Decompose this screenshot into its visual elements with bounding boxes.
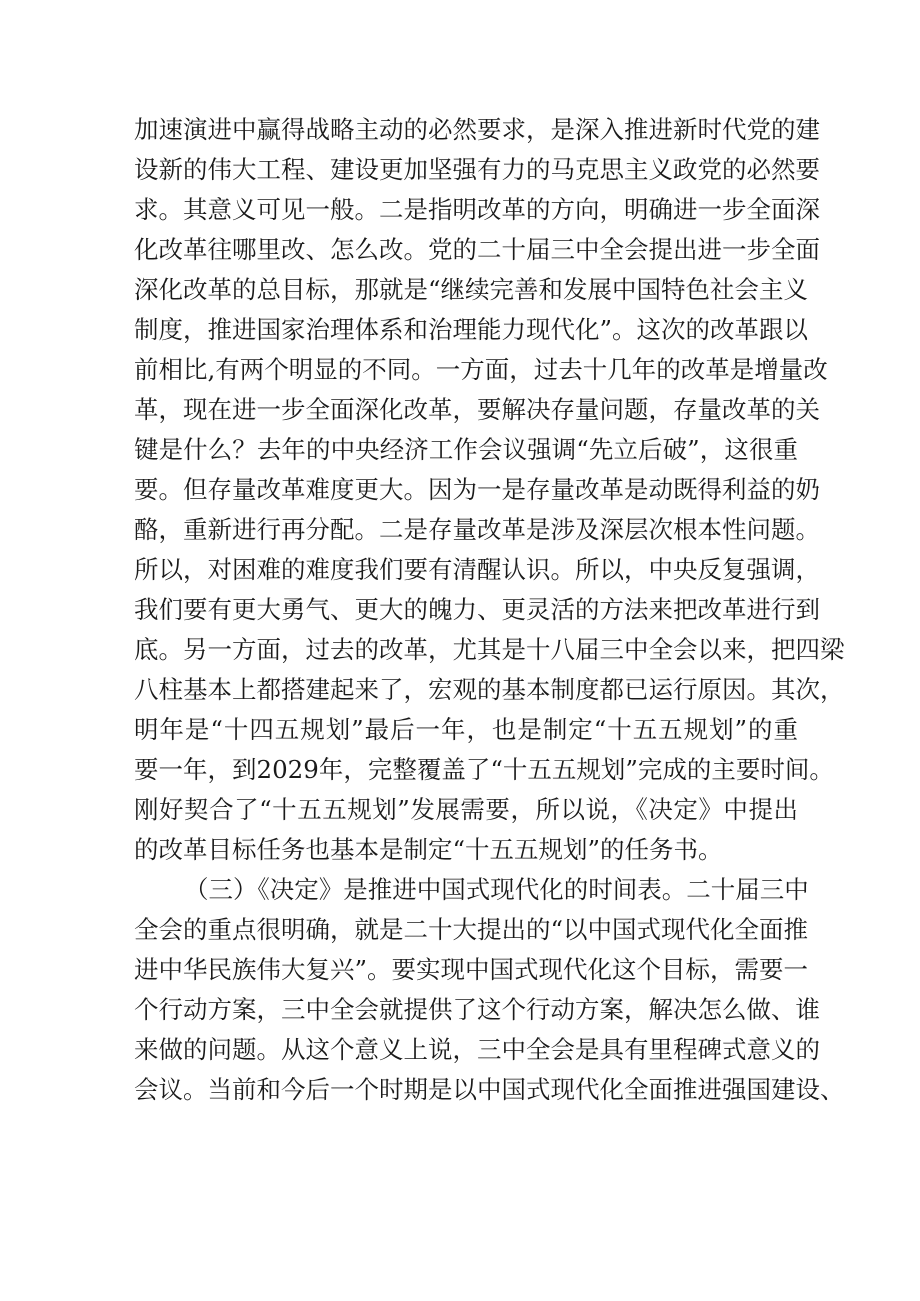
text-line: 明年是“十四五规划”最后一年，也是制定“十五五规划”的重 <box>134 715 798 744</box>
text-line: 所以，对困难的难度我们要有清醒认识。所以，中央反复强调， <box>134 555 820 584</box>
text-line: 来做的问题。从这个意义上说，三中全会是具有里程碑式意义的 <box>134 1035 820 1064</box>
text-line: 底。另一方面，过去的改革，尤其是十八届三中全会以来，把四梁 <box>134 635 845 664</box>
text-line: 会议。当前和今后一个时期是以中国式现代化全面推进强国建设、 <box>134 1075 845 1104</box>
text-line: 个行动方案，三中全会就提供了这个行动方案，解决怎么做、谁 <box>134 995 820 1024</box>
text-line: 深化改革的总目标，那就是“继续完善和发展中国特色社会主义 <box>134 275 809 304</box>
text-line: 要。但存量改革难度更大。因为一是存量改革是动既得利益的奶 <box>134 475 820 504</box>
document-body <box>134 110 845 1110</box>
text-line: 要一年，到2029年，完整覆盖了“十五五规划”完成的主要时间。 <box>134 755 834 784</box>
text-line: 的改革目标任务也基本是制定“十五五规划”的任务书。 <box>134 835 723 864</box>
text-line: 全会的重点很明确，就是二十大提出的“以中国式现代化全面推 <box>134 915 809 944</box>
text-line: 刚好契合了“十五五规划”发展需要，所以说，《决定》中提出 <box>134 795 798 824</box>
text-line: 加速演进中赢得战略主动的必然要求，是深入推进新时代党的建 <box>134 115 820 144</box>
text-line: 制度，推进国家治理体系和治理能力现代化”。这次的改革跟以 <box>134 315 809 344</box>
text-line: 求。其意义可见一般。二是指明改革的方向，明确进一步全面深 <box>134 195 820 224</box>
text-line: 前相比,有两个明显的不同。一方面，过去十几年的改革是增量改 <box>134 355 828 384</box>
text-line: 酪，重新进行再分配。二是存量改革是涉及深层次根本性问题。 <box>134 515 820 544</box>
text-line: 进中华民族伟大复兴”。要实现中国式现代化这个目标，需要一 <box>134 955 809 984</box>
text-line: 设新的伟大工程、建设更加坚强有力的马克思主义政党的必然要 <box>134 155 820 184</box>
text-line: 键是什么？去年的中央经济工作会议强调“先立后破”，这很重 <box>134 435 798 464</box>
section-heading-line: （三）《决定》是推进中国式现代化的时间表。二十届三中 <box>184 875 809 904</box>
text-line: 革，现在进一步全面深化改革，要解决存量问题，存量改革的关 <box>134 395 820 424</box>
text-line: 我们要有更大勇气、更大的魄力、更灵活的方法来把改革进行到 <box>134 595 820 624</box>
text-line: 化改革往哪里改、怎么改。党的二十届三中全会提出进一步全面 <box>134 235 820 264</box>
text-line: 八柱基本上都搭建起来了，宏观的基本制度都已运行原因。其次， <box>134 675 845 704</box>
